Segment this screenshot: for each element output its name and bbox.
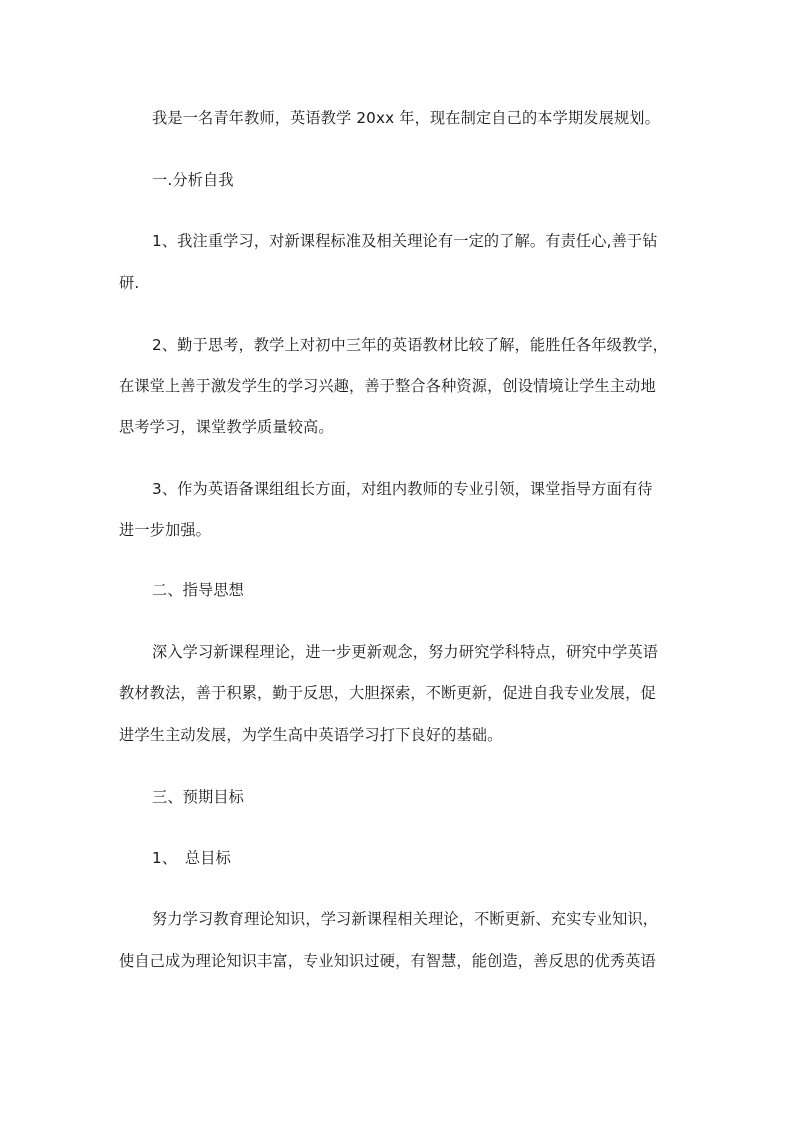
- goal-para-line-2: 使自己成为理论知识丰富，专业知识过硬，有智慧，能创造，善反思的优秀英语: [119, 952, 656, 970]
- subheading-overall-goal: 1、 总目标: [152, 849, 231, 867]
- item-2-line-2: 在课堂上善于激发学生的学习兴趣，善于整合各种资源，创设情境让学生主动地: [119, 377, 656, 395]
- section-heading-guiding-thought: 二、指导思想: [152, 581, 245, 599]
- goal-para-line-1: 努力学习教育理论知识，学习新课程相关理论，不断更新、充实专业知识，: [152, 910, 659, 928]
- item-3-line-2: 进一步加强。: [119, 521, 212, 539]
- section-heading-analysis: 一.分析自我: [152, 171, 234, 189]
- item-1-line-2: 研.: [119, 274, 140, 292]
- item-1-line-1: 1、我注重学习，对新课程标准及相关理论有一定的了解。有责任心,善于钻: [152, 232, 658, 250]
- intro-paragraph: 我是一名青年教师，英语教学 20xx 年，现在制定自己的本学期发展规划。: [152, 109, 660, 127]
- item-3-line-1: 3、作为英语备课组组长方面，对组内教师的专业引领，课堂指导方面有待: [152, 480, 653, 498]
- guiding-para-line-2: 教材教法，善于积累，勤于反思，大胆探索，不断更新，促进自我专业发展，促: [119, 684, 656, 702]
- guiding-para-line-1: 深入学习新课程理论，进一步更新观念，努力研究学科特点，研究中学英语: [152, 643, 659, 661]
- guiding-para-line-3: 进学生主动发展，为学生高中英语学习打下良好的基础。: [119, 726, 503, 744]
- item-2-line-3: 思考学习，课堂教学质量较高。: [119, 418, 334, 436]
- section-heading-expected-goals: 三、预期目标: [152, 788, 245, 806]
- item-2-line-1: 2、勤于思考，教学上对初中三年的英语教材比较了解，能胜任各年级教学，: [152, 336, 668, 354]
